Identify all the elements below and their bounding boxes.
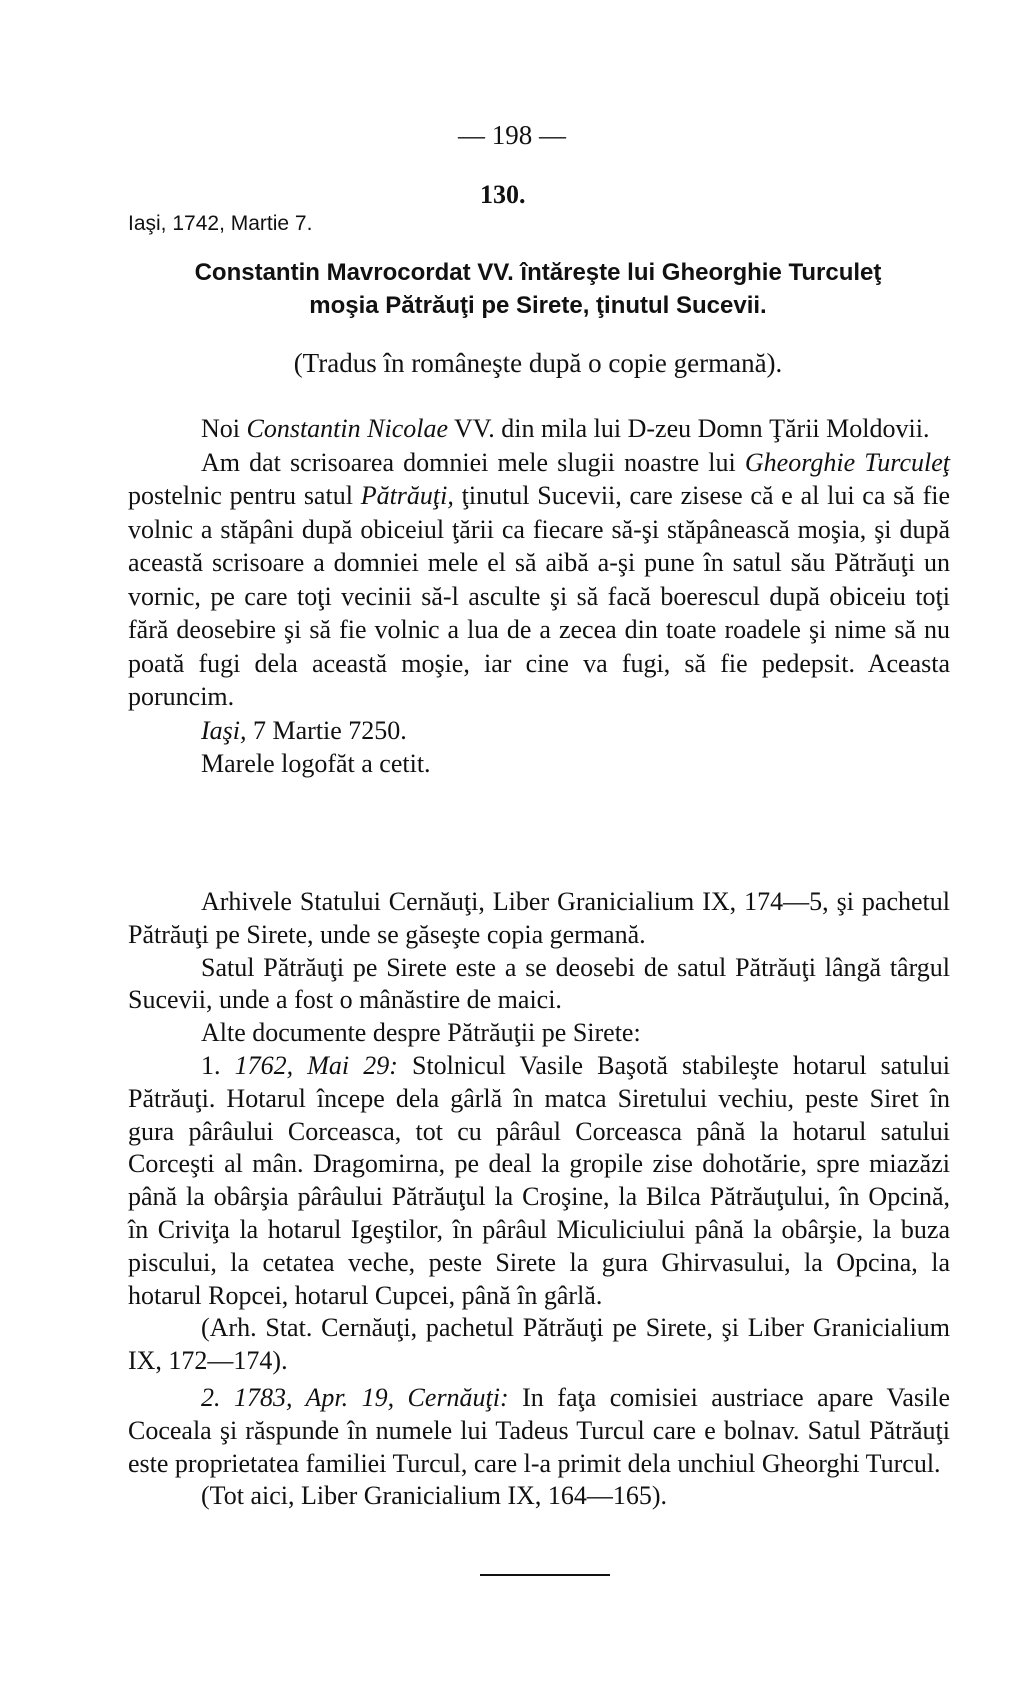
item1-number: 1.: [201, 1050, 235, 1080]
other-documents-heading: Alte documente despre Pătrăuţii pe Sirete:: [201, 1018, 641, 1048]
intro-paragraph: [128, 412, 950, 446]
item1-text: Stolnicul Vasile Başotă stabileşte hotarul satului Pătrăuţi. Hotarul începe dela gârlă în matca Siretului vechiu, peste Siret în gura pârâului Corceasca, tot cu pârâul Corceasca până la hotarul satului Corceşti al mân. Dragomirna, pe deal la gropile zise dohotărie, spre miazăzi până la obârşia pârâului Pătrăuţul la Croşine, la Bilca Pătrăuţului, în Opcină, în Criviţa la hotarul Igeştilor, în pârâul Miculiciului până la obârşie, la buza piscului, la cetatea veche, peste Sirete la gura Ghirvasului, la Opcina, la hotarul Ropcei, hotarul Cupcei, până în gârlă.: [128, 1050, 950, 1310]
title-line-2: moşia Pătrăuţi pe Sirete, ţinutul Sucevii.: [309, 292, 767, 319]
item1-reference: (Arh. Stat. Cernăuţi, pachetul Pătrăuţi pe Sirete, şi Liber Granicialium IX, 172—174).: [128, 1313, 950, 1376]
date-rest: 7 Martie 7250.: [246, 715, 407, 745]
archive-note: Arhivele Statului Cernăuţi, Liber Granicialium IX, 174—5, şi pachetul Pătrăuţi pe Sirete, unde se găseşte copia germană.: [128, 887, 950, 949]
main-text-b: postelnic pentru satul: [128, 481, 361, 510]
list-item-2: [128, 1382, 950, 1480]
date-line: [128, 714, 950, 748]
main-name: Gheorghie Turculeţ: [744, 447, 950, 477]
date-place: Iaşi,: [201, 715, 247, 745]
title-line-1: Constantin Mavrocordat VV. întăreşte lui Gheorghie Turculeţ: [194, 259, 882, 286]
main-place: Pătrăuţi,: [360, 481, 454, 510]
translation-note: (Tradus în româneşte după o copie germană).: [293, 348, 783, 378]
item2-reference: (Tot aici, Liber Granicialium IX, 164—165).: [201, 1481, 668, 1511]
document-title: [128, 256, 948, 322]
page-number-header: — 198 —: [458, 120, 566, 150]
end-rule: [480, 1574, 610, 1576]
intro-text-b: VV. din mila lui D-zeu Domn Ţării Moldovii.: [448, 414, 930, 443]
intro-text-a: Noi: [201, 414, 247, 443]
document-body: [128, 412, 950, 781]
item1-date: 1762, Mai 29:: [234, 1050, 398, 1080]
main-paragraph: [128, 446, 950, 714]
distinction-note: Satul Pătrăuţi pe Sirete este a se deosebi de satul Pătrăuţi lângă târgul Sucevii, unde a fost o mânăstire de maici.: [128, 952, 950, 1015]
signature-line: Marele logofăt a cetit.: [201, 749, 431, 778]
notes-section: [128, 886, 950, 1513]
document-place-date: Iaşi, 1742, Martie 7.: [128, 212, 313, 235]
list-item-1: [128, 1050, 950, 1312]
document-number: 130.: [480, 180, 526, 209]
intro-name: Constantin Nicolae: [246, 414, 448, 443]
main-text-a: Am dat scrisoarea domniei mele slugii noastre lui: [201, 447, 745, 477]
main-text-c: ţinutul Sucevii, care zisese că e al lui ca să fie volnic a stăpâni după obiceiul ţării ca fiecare să-şi stăpânească moşia, şi după această scrisoare a domniei mele el să aibă a-şi pune în satul său Pătrăuţi un vornic, pe care toţi vecinii să-l asculte şi să facă boerescul după obiceiu toţi fără deosebire şi să fie volnic a lua de a zecea din toate roadele şi nime să nu poată fugi dela această moşie, iar cine va fugi, să fie pedepsit. Aceasta poruncim.: [128, 481, 950, 711]
item2-text: In faţa comisiei austriace apare Vasile Coceala şi răspunde în numele lui Tadeus Turcul care e bolnav. Satul Pătrăuţi este proprietatea familiei Turcul, care l-a primit dela unchiul Gheorghi Turcul.: [128, 1382, 950, 1478]
item2-date: 2. 1783, Apr. 19, Cernăuţi:: [201, 1382, 509, 1412]
